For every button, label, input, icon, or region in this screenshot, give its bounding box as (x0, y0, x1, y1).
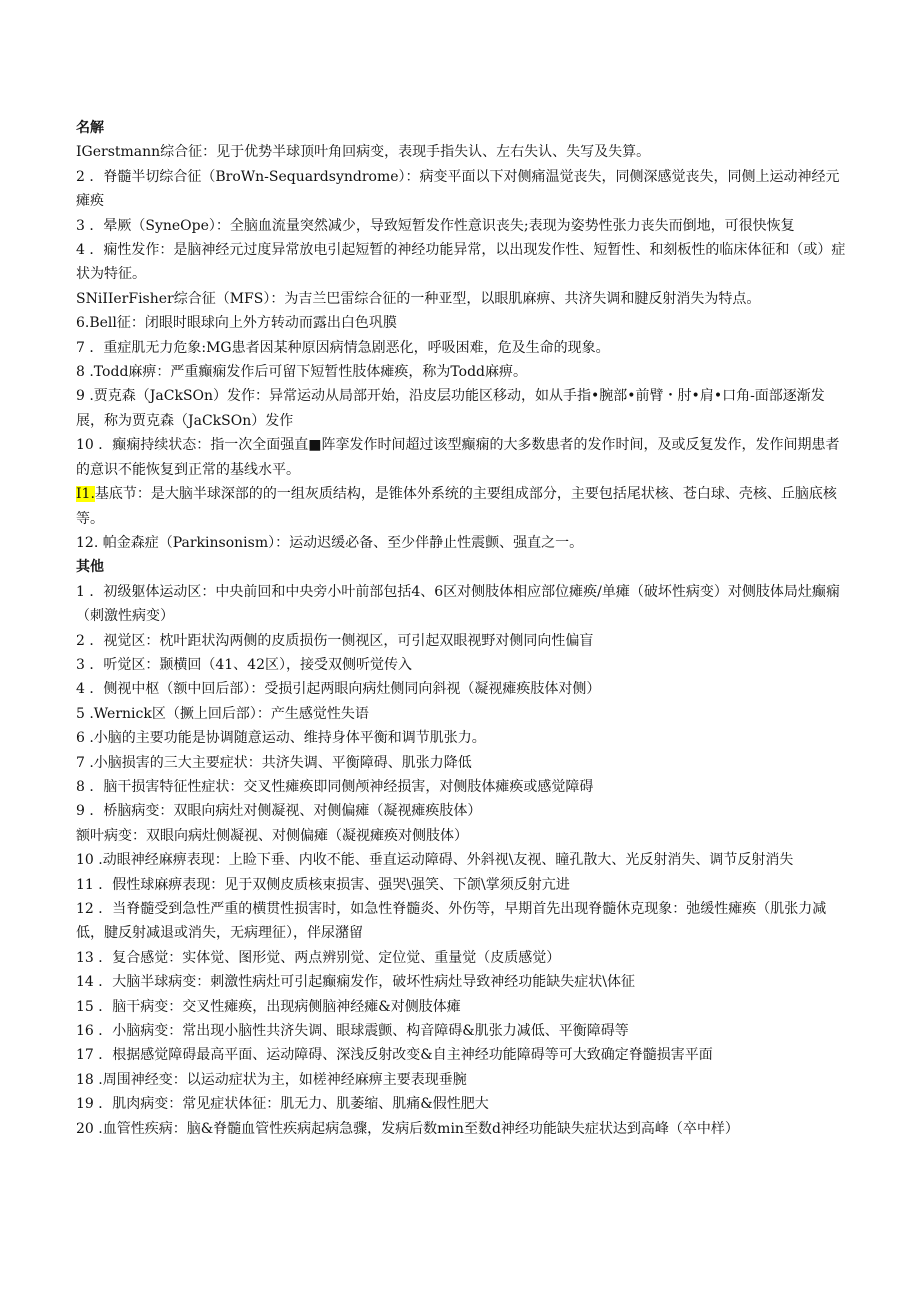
list-item: SNiIIerFisher综合征（MFS）：为吉兰巴雷综合征的一种亚型，以眼肌麻痹、共济失调和腱反射消失为特点。 (76, 290, 761, 307)
list-item: 4 ．痫性发作：是脑神经元过度异常放电引起短暂的神经功能异常，以出现发作性、短暂性、和刻板性的临床体征和（或）症状为特征。 (76, 242, 846, 283)
list-item: 12. 帕金森症（Parkinsonism）：运动迟缓必备、至少伴静止性震颤、强直之一。 (76, 534, 584, 551)
list-item: 1 ．初级躯体运动区：中央前回和中央旁小叶前部包括4、6区对侧肢体相应部位瘫痪/单瘫（破坏性病变）对侧肢体局灶癫痫（刺激性病变） (76, 583, 840, 625)
list-item: IGerstmann综合征：见于优势半球顶叶角回病变，表现手指失认、左右失认、失写及失算。 (76, 144, 651, 161)
section-heading-mingjie: 名解 (76, 120, 104, 136)
list-item: 19 ．肌肉病变：常见症状体征：肌无力、肌萎缩、肌痛&假性肥大 (76, 1096, 489, 1113)
list-item: 额叶病变：双眼向病灶侧凝视、对侧偏瘫（凝视瘫痪对侧肢体） (76, 827, 468, 844)
list-item: 9 ．桥脑病变：双眼向病灶对侧凝视、对侧偏瘫（凝视瘫痪肢体） (76, 803, 482, 820)
list-item: 7 ．重症肌无力危象:MG患者因某种原因病情急剧恶化，呼吸困难，危及生命的现象。 (76, 339, 610, 356)
document-content (76, 116, 848, 1141)
list-item: 4 ．侧视中枢（额中回后部）：受损引起两眼向病灶侧同向斜视（凝视瘫痪肢体对侧） (76, 681, 601, 698)
list-item: 6 .小脑的主要功能是协调随意运动、维持身体平衡和调节肌张力。 (76, 730, 486, 747)
list-item: 14 ．大脑半球病变：刺激性病灶可引起癫痫发作，破坏性病灶导致神经功能缺失症状\体征 (76, 974, 635, 991)
list-item: 10 .动眼神经麻痹表现：上睑下垂、内收不能、垂直运动障碍、外斜视\友视、瞳孔散大、光反射消失、调节反射消失 (76, 852, 794, 869)
list-item: 2 ．脊髓半切综合征（BroWn-Sequardsyndrome）：病变平面以下对侧痛温觉丧失，同侧深感觉丧失，同侧上运动神经元瘫痪 (76, 168, 840, 210)
list-item: 3 ．听觉区：颞横回（41、42区），接受双侧听觉传入 (76, 656, 412, 673)
list-item: 8 ．脑干损害特征性症状：交叉性瘫痪即同侧颅神经损害，对侧肢体瘫痪或感觉障碍 (76, 778, 594, 795)
list-item-highlighted (76, 482, 848, 531)
section-heading-qita: 其他 (76, 559, 104, 576)
list-item: 13 ．复合感觉：实体觉、图形觉、两点辨别觉、定位觉、重量觉（皮质感觉） (76, 949, 561, 966)
list-item: 16 ．小脑病变：常出现小脑性共济失调、眼球震颤、构音障碍&肌张力减低、平衡障碍等 (76, 1023, 629, 1040)
list-item: 18 .周围神经变：以运动症状为主，如槎神经麻痹主要表现垂腕 (76, 1071, 467, 1088)
list-item: 12 ．当脊髓受到急性严重的横贯性损害时，如急性脊髓炎、外伤等，早期首先出现脊髓休克现象：弛缓性瘫痪（肌张力减低，腱反射减退或消失，无病理征），伴尿潴留 (76, 901, 827, 942)
highlight-mark: I1. (76, 486, 95, 503)
list-item: 9 .贾克森（JaCkSOn）发作：异常运动从局部开始，沿皮层功能区移动，如从手指•腕部•前臂・肘•肩•口角-面部逐渐发展，称为贾克森（JaCkSOn）发作 (76, 388, 825, 429)
list-item: 11 ．假性球麻痹表现：见于双侧皮质核束损害、强哭\强笑、下颌\掌须反射亢进 (76, 876, 570, 893)
list-item-text: 基底节：是大脑半球深部的的一组灰质结构，是锥体外系统的主要组成部分，主要包括尾状核、苍白球、壳核、丘脑底核等。 (76, 486, 837, 527)
list-item: 2 ．视觉区：枕叶距状沟两侧的皮质损伤一侧视区，可引起双眼视野对侧同向性偏盲 (76, 632, 594, 649)
list-item: 17 ．根据感觉障碍最高平面、运动障碍、深浅反射改变&自主神经功能障碍等可大致确定脊髓损害平面 (76, 1047, 713, 1064)
list-item: 10 ．癫痫持续状态：指一次全面强直■阵挛发作时间超过该型癫痫的大多数患者的发作时间，及或反复发作，发作间期患者的意识不能恢复到正常的基线水平。 (76, 437, 840, 478)
list-item: 15 ．脑干病变：交叉性瘫痪，出现病侧脑神经瘫&对侧肢体瘫 (76, 998, 461, 1015)
list-item: 6.Bell征：闭眼时眼球向上外方转动而露出白色巩膜 (76, 315, 397, 332)
list-item: 20 .血管性疾病：脑&脊髓血管性疾病起病急骤，发病后数min至数d神经功能缺失症状达到高峰（卒中样） (76, 1120, 739, 1137)
list-item: 7 .小脑损害的三大主要症状：共济失调、平衡障碍、肌张力降低 (76, 754, 472, 771)
list-item: 5 .Wernick区（撅上回后部）：产生感觉性失语 (76, 705, 369, 722)
list-item: 8 .Todd麻痹：严重癫痫发作后可留下短暂性肢体瘫痪，称为Todd麻痹。 (76, 364, 528, 381)
list-item: 3 ．晕厥（SyneOpe）：全脑血流量突然减少，导致短暂发作性意识丧失;表现为姿势性张力丧失而倒地，可很快恢复 (76, 217, 795, 234)
